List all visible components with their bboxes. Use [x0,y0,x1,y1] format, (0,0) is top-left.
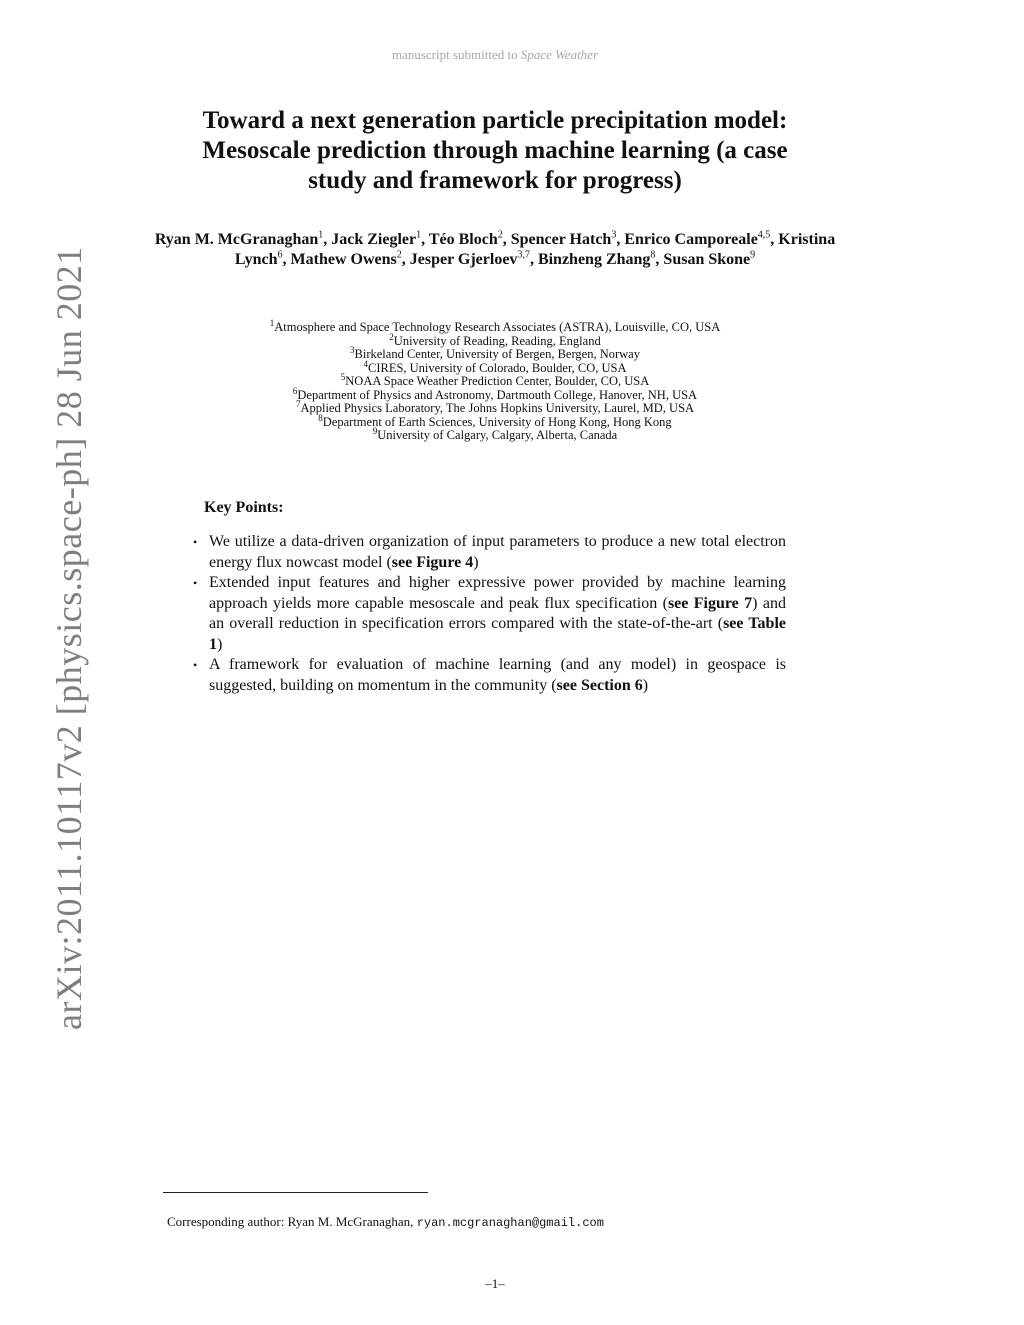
affiliation-number: 7 [295,398,301,409]
author-affil-sup: 1 [416,229,422,241]
author-email-link[interactable]: ryan.mcgranaghan@gmail.com [416,1216,604,1230]
author-name: Susan Skone [663,251,751,268]
key-point-reference[interactable]: see Section 6 [556,676,643,694]
author-affil-sup: 8 [650,249,656,261]
affiliation-number: 9 [372,425,378,436]
author-sep: , [421,231,429,248]
affiliation-number: 8 [318,412,323,423]
author-sep: , [323,231,332,248]
author-name: Kristina Lynch [234,231,836,268]
affiliation-text: Atmosphere and Space Technology Research Associates (ASTRA), Louisville, CO, USA [274,320,721,334]
title-line: Toward a next generation particle precipitation model: [202,107,788,134]
key-point-text: ) [473,553,479,571]
affiliation-number: 6 [292,385,298,396]
key-point-reference[interactable]: see Figure 4 [391,553,474,571]
author-name: Jesper Gjerloev [409,251,518,268]
key-point-text: ) and an overall reduction in specification errors compared with the state-of-the-art ( [209,594,786,632]
affiliation-item [150,358,840,376]
footnote-divider [163,1192,428,1193]
key-point-text: Extended input features and higher expressive power provided by machine learning approach yields more capable mesoscale and peak flux specification ( [209,574,786,612]
affiliation-item [150,331,840,349]
affiliation-item [150,425,840,443]
footnote-label: Corresponding author: Ryan M. McGranaghan, [167,1214,414,1229]
author-affil-sup: 1 [318,229,324,241]
affiliation-number: 5 [340,371,346,382]
affiliation-item [150,385,840,403]
author-affil-sup: 2 [396,249,402,261]
author-sep: , [502,231,511,248]
key-point-reference[interactable]: see Figure 7 [667,594,753,612]
author-name: Enrico Camporeale [624,231,758,248]
affiliation-text: Department of Earth Sciences, University of Hong Kong, Hong Kong [322,414,672,429]
affiliation-number: 1 [269,317,275,328]
arxiv-identifier-stamp[interactable]: arXiv:2011.10117v2 [physics.space-ph] 28 Jun 2021 [49,246,89,1030]
key-point-item [191,655,786,696]
key-point-text: A framework for evaluation of machine learning (and any model) in geospace is suggested, building on momentum in the community ( [209,656,786,694]
author-affil-sup: 2 [497,229,503,241]
affiliation-number: 2 [389,331,394,342]
affiliation-text: NOAA Space Weather Prediction Center, Boulder, CO, USA [345,374,650,388]
key-point-text: ) [217,635,223,653]
author-sep: , [616,231,625,248]
affiliation-number: 4 [363,358,368,369]
author-affil-sup: 3,7 [517,249,530,261]
affiliation-text: Birkeland Center, University of Bergen, Bergen, Norway [354,347,640,361]
title-line: Mesoscale prediction through machine learning (a case [202,137,788,164]
author-name: Binzheng Zhang [537,251,651,268]
affiliation-item [150,317,840,335]
affiliation-text: Department of Physics and Astronomy, Dartmouth College, Hanover, NH, USA [297,387,698,402]
author-name: Téo Bloch [428,231,498,248]
running-head [0,47,990,63]
author-sep: , [282,251,291,268]
key-point-text: We utilize a data-driven organization of input parameters to produce a new total electron energy flux nowcast model ( [209,533,786,571]
author-sep: , [529,251,538,268]
key-point-item [191,532,786,573]
key-points-heading: Key Points: [204,499,284,516]
running-head-prefix: manuscript submitted to [391,47,518,62]
author-sep: , [770,231,779,248]
author-name: Ryan M. McGranaghan [154,231,319,248]
author-affil-sup: 4,5 [757,229,771,241]
affiliation-text: University of Reading, Reading, England [393,333,601,348]
affiliation-item [150,412,840,430]
key-point-text: ) [642,676,649,694]
author-affil-sup: 6 [277,249,283,261]
author-sep: , [401,251,410,268]
journal-name: Space Weather [520,47,599,62]
affiliation-number: 3 [350,344,355,355]
author-name: Spencer Hatch [510,231,612,248]
author-affil-sup: 3 [611,229,617,241]
author-list [150,230,840,270]
key-point-reference[interactable]: see Table 1 [209,615,786,653]
author-affil-sup: 9 [750,249,756,261]
affiliation-item [150,398,840,416]
author-name: Mathew Owens [290,251,397,268]
affiliation-text: Applied Physics Laboratory, The Johns Hopkins University, Laurel, MD, USA [300,401,695,415]
affiliation-item [150,371,840,389]
title-line: study and framework for progress) [308,167,682,194]
affiliation-item [150,344,840,362]
affiliation-text: University of Calgary, Calgary, Alberta, Canada [377,428,618,442]
corresponding-author-footnote [167,1214,604,1230]
author-sep: , [655,251,664,268]
key-points-list [191,532,786,696]
affiliation-text: CIRES, University of Colorado, Boulder, CO, USA [367,360,627,375]
key-point-item [191,573,786,655]
author-name: Jack Ziegler [331,231,417,248]
affiliation-list [150,317,840,443]
paper-title [150,106,840,196]
author-line [150,230,840,270]
page-number: –1– [485,1276,505,1291]
